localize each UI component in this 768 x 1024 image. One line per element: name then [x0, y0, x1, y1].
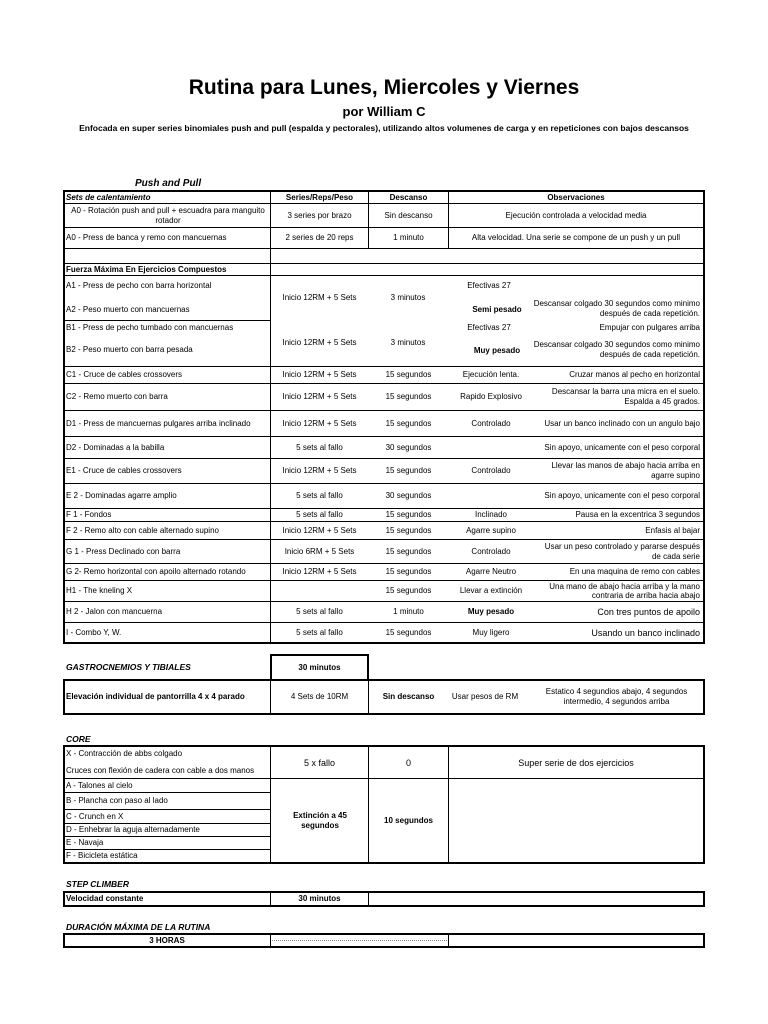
- exercise-name: C1 - Cruce de cables crossovers: [66, 370, 183, 379]
- header-series: Series/Reps/Peso: [285, 192, 354, 202]
- exercise-note: Agarre Neutro: [465, 567, 517, 576]
- exercise-name: D1 - Press de mancuernas pulgares arriba inclinado: [66, 418, 251, 428]
- exercise-name: C2 - Remo muerto con barra: [66, 392, 168, 401]
- gastro-series: 4 Sets de 10RM: [290, 692, 349, 701]
- exercise-note: Llevar a extinción: [459, 586, 523, 595]
- exercise-obs: Sin apoyo, unicamente con el peso corporal: [544, 491, 700, 500]
- b2-obs: Descansar colgado 30 segundos como minimo después de cada repetición.: [533, 340, 700, 359]
- exercise-note: [449, 484, 533, 508]
- gastro-note: Usar pesos de RM: [451, 692, 519, 701]
- exercise-series: 5 sets al fallo: [296, 607, 343, 616]
- section-gastro-label: GASTROCNEMIOS Y TIBIALES: [66, 662, 191, 672]
- section-push-pull-label: Push and Pull: [135, 178, 202, 189]
- a2-note: Semi pesado: [472, 305, 522, 314]
- exercise-descanso: 15 segundos: [385, 546, 432, 556]
- exercise-series: Inicio 12RM + 5 Sets: [282, 466, 357, 475]
- step-time: 30 minutos: [298, 894, 341, 903]
- a-series: [271, 290, 448, 306]
- exercise-obs: Usar un banco inclinado con un angulo bajo: [544, 418, 700, 428]
- exercise-a2: A2 - Peso muerto con mancuernas: [66, 305, 190, 314]
- warmup-descanso: 1 minuto: [393, 233, 424, 242]
- exercise-descanso: 15 segundos: [385, 510, 432, 519]
- core-item: B - Plancha con paso al lado: [66, 796, 168, 805]
- exercise-obs: Sin apoyo, unicamente con el peso corporal: [544, 442, 700, 452]
- section-core-label: CORE: [66, 734, 91, 744]
- exercise-descanso: 15 segundos: [385, 392, 432, 401]
- b1-note: Efectivas 27: [467, 323, 511, 332]
- exercise-note: Inclinado: [474, 510, 508, 519]
- exercise-obs: Pausa en la excentrica 3 segundos: [575, 510, 700, 519]
- core-descanso: 10 segundos: [384, 816, 433, 825]
- exercise-series: Inicio 12RM + 5 Sets: [282, 392, 357, 401]
- core-item: F - Bicicleta estática: [66, 851, 138, 860]
- a2-obs: Descansar colgado 30 segundos como minimo después de cada repetición.: [533, 299, 700, 318]
- gastro-time: 30 minutos: [298, 662, 341, 672]
- exercise-name: G 2- Remo horizontal con apoilo alternado rotando: [66, 567, 246, 576]
- exercise-series: Inicio 12RM + 5 Sets: [282, 525, 357, 535]
- exercise-note: Muy ligero: [472, 627, 510, 637]
- exercise-series: Inicio 12RM + 5 Sets: [282, 418, 357, 428]
- b1-obs: Empujar con pulgares arriba: [599, 323, 700, 332]
- exercise-name: F 2 - Remo alto con cable alternado supino: [66, 525, 219, 535]
- exercise-obs: Enfasis al bajar: [645, 525, 700, 535]
- exercise-descanso: 15 segundos: [385, 418, 432, 428]
- fuerza-header: Fuerza Máxima En Ejercicios Compuestos: [66, 264, 227, 274]
- exercise-descanso: 30 segundos: [385, 491, 432, 500]
- core-x-obs: Super serie de dos ejercicios: [518, 757, 634, 768]
- core-item: A - Talones al cielo: [66, 780, 133, 790]
- exercise-series: Inicio 6RM + 5 Sets: [284, 546, 355, 556]
- section-step-label: STEP CLIMBER: [66, 879, 129, 889]
- exercise-b1: B1 - Press de pecho tumbado con mancuernas: [66, 323, 234, 332]
- exercise-note: Ejecución lenta.: [462, 370, 520, 379]
- exercise-name: H1 - The kneling X: [66, 586, 133, 595]
- warmup-obs: Alta velocidad. Una serie se compone de un push y un pull: [471, 233, 681, 242]
- exercise-b2: B2 - Peso muerto con barra pesada: [66, 345, 193, 354]
- core-series: Extinción a 45 segundos: [293, 811, 347, 830]
- exercise-descanso: 30 segundos: [385, 442, 432, 452]
- exercise-note: Muy pesado: [467, 607, 515, 616]
- exercise-series: 5 sets al fallo: [296, 491, 343, 500]
- exercise-descanso: 15 segundos: [385, 370, 432, 379]
- exercise-name: I - Combo Y, W.: [66, 627, 122, 637]
- warmup-series: 2 series de 20 reps: [285, 233, 354, 242]
- exercise-note: Controlado: [471, 546, 511, 556]
- exercise-name: E 2 - Dominadas agarre amplio: [66, 491, 177, 500]
- exercise-obs: Usando un banco inclinado: [591, 627, 700, 638]
- core-x-descanso: 0: [405, 757, 411, 768]
- exercise-obs: Descansar la barra una micra en el suelo. Espalda a 45 grados.: [551, 387, 700, 406]
- a1-note: Efectivas 27: [467, 281, 511, 290]
- exercise-descanso: 15 segundos: [385, 627, 432, 637]
- exercise-name: F 1 - Fondos: [66, 510, 112, 519]
- warmup-name: A0 - Rotación push and pull + escuadra para manguito rotador: [71, 205, 265, 225]
- duracion-value: 3 HORAS: [149, 935, 185, 945]
- exercise-a1: A1 - Press de pecho con barra horizontal: [66, 281, 212, 290]
- exercise-note: Controlado: [471, 418, 511, 428]
- exercise-series: Inicio 12RM + 5 Sets: [282, 370, 357, 379]
- exercise-name: D2 - Dominadas a la babilla: [66, 442, 165, 452]
- core-item: C - Crunch en X: [66, 811, 124, 821]
- description: Enfocada en super series binomiales push and pull (espalda y pectorales), utilizando altos volumenes de carga y en repeticiones con bajos descansos: [79, 123, 689, 133]
- b-series: [271, 335, 448, 351]
- b2-note: Muy pesado: [473, 346, 521, 355]
- exercise-name: G 1 - Press Declinado con barra: [66, 546, 181, 556]
- exercise-descanso: 1 minuto: [393, 607, 424, 616]
- exercise-note: Agarre supino: [466, 525, 516, 535]
- exercise-series: [271, 581, 368, 601]
- core-x-item: Cruces con flexión de cadera con cable a dos manos: [66, 765, 255, 775]
- warmup-descanso: Sin descanso: [384, 210, 433, 220]
- b-series-value: Inicio 12RM + 5 Sets: [282, 338, 357, 347]
- section-duracion-label: DURACIÓN MÁXIMA DE LA RUTINA: [66, 922, 211, 932]
- step-name: Velocidad constante: [66, 894, 144, 903]
- header-descanso: Descanso: [389, 192, 428, 202]
- warmup-series: 3 series por brazo: [287, 210, 352, 220]
- page-title: Rutina para Lunes, Miercoles y Viernes: [188, 76, 580, 99]
- exercise-series: 5 sets al fallo: [296, 627, 343, 637]
- exercise-series: 5 sets al fallo: [296, 510, 343, 519]
- exercise-obs: Cruzar manos al pecho en horizontal: [569, 370, 700, 379]
- b-descanso-value: 3 minutos: [390, 338, 426, 347]
- header-sets: Sets de calentamiento: [66, 192, 151, 202]
- exercise-descanso: 15 segundos: [385, 567, 432, 576]
- exercise-note: Rapido Explosivo: [460, 392, 522, 401]
- a-descanso-value: 3 minutos: [390, 293, 426, 302]
- core-x-series: 5 x fallo: [303, 757, 336, 768]
- exercise-descanso: 15 segundos: [385, 525, 432, 535]
- a-series-value: Inicio 12RM + 5 Sets: [282, 293, 357, 302]
- exercise-obs: En una maquina de remo con cables: [569, 567, 700, 576]
- exercise-series: 5 sets al fallo: [296, 442, 343, 452]
- exercise-obs: Usar un peso controlado y pararse después de cada serie: [544, 541, 700, 561]
- exercise-obs: Llevar las manos de abajo hacia arriba en agarre supino: [551, 461, 700, 480]
- core-x-item: X - Contracción de abbs colgado: [66, 749, 183, 758]
- gastro-obs: Estatico 4 segundios abajo, 4 segundos intermedio, 4 segundos arriba: [545, 687, 688, 706]
- exercise-note: Controlado: [471, 466, 511, 475]
- exercise-descanso: 15 segundos: [385, 466, 432, 475]
- gastro-exercise: Elevación individual de pantorrilla 4 x 4 parado: [66, 692, 245, 701]
- gastro-descanso: Sin descanso: [382, 692, 435, 701]
- exercise-series: Inicio 12RM + 5 Sets: [282, 567, 357, 576]
- exercise-obs: Una mano de abajo hacia arriba y la mano contraria de arriba hacia abajo: [549, 582, 700, 600]
- author: por William C: [342, 104, 426, 119]
- header-observaciones: Observaciones: [547, 192, 605, 202]
- exercise-obs: Con tres puntos de apoilo: [597, 607, 700, 617]
- exercise-note: [449, 437, 533, 458]
- warmup-name: A0 - Press de banca y remo con mancuernas: [66, 233, 227, 242]
- core-item: D - Enhebrar la aguja alternadamente: [66, 825, 200, 834]
- exercise-name: E1 - Cruce de cables crossovers: [66, 466, 182, 475]
- warmup-obs: Ejecución controlada a velocidad media: [505, 210, 647, 220]
- core-item: E - Navaja: [66, 838, 104, 847]
- exercise-name: H 2 - Jalon con mancuerna: [66, 607, 163, 616]
- exercise-descanso: 15 segundos: [385, 586, 432, 595]
